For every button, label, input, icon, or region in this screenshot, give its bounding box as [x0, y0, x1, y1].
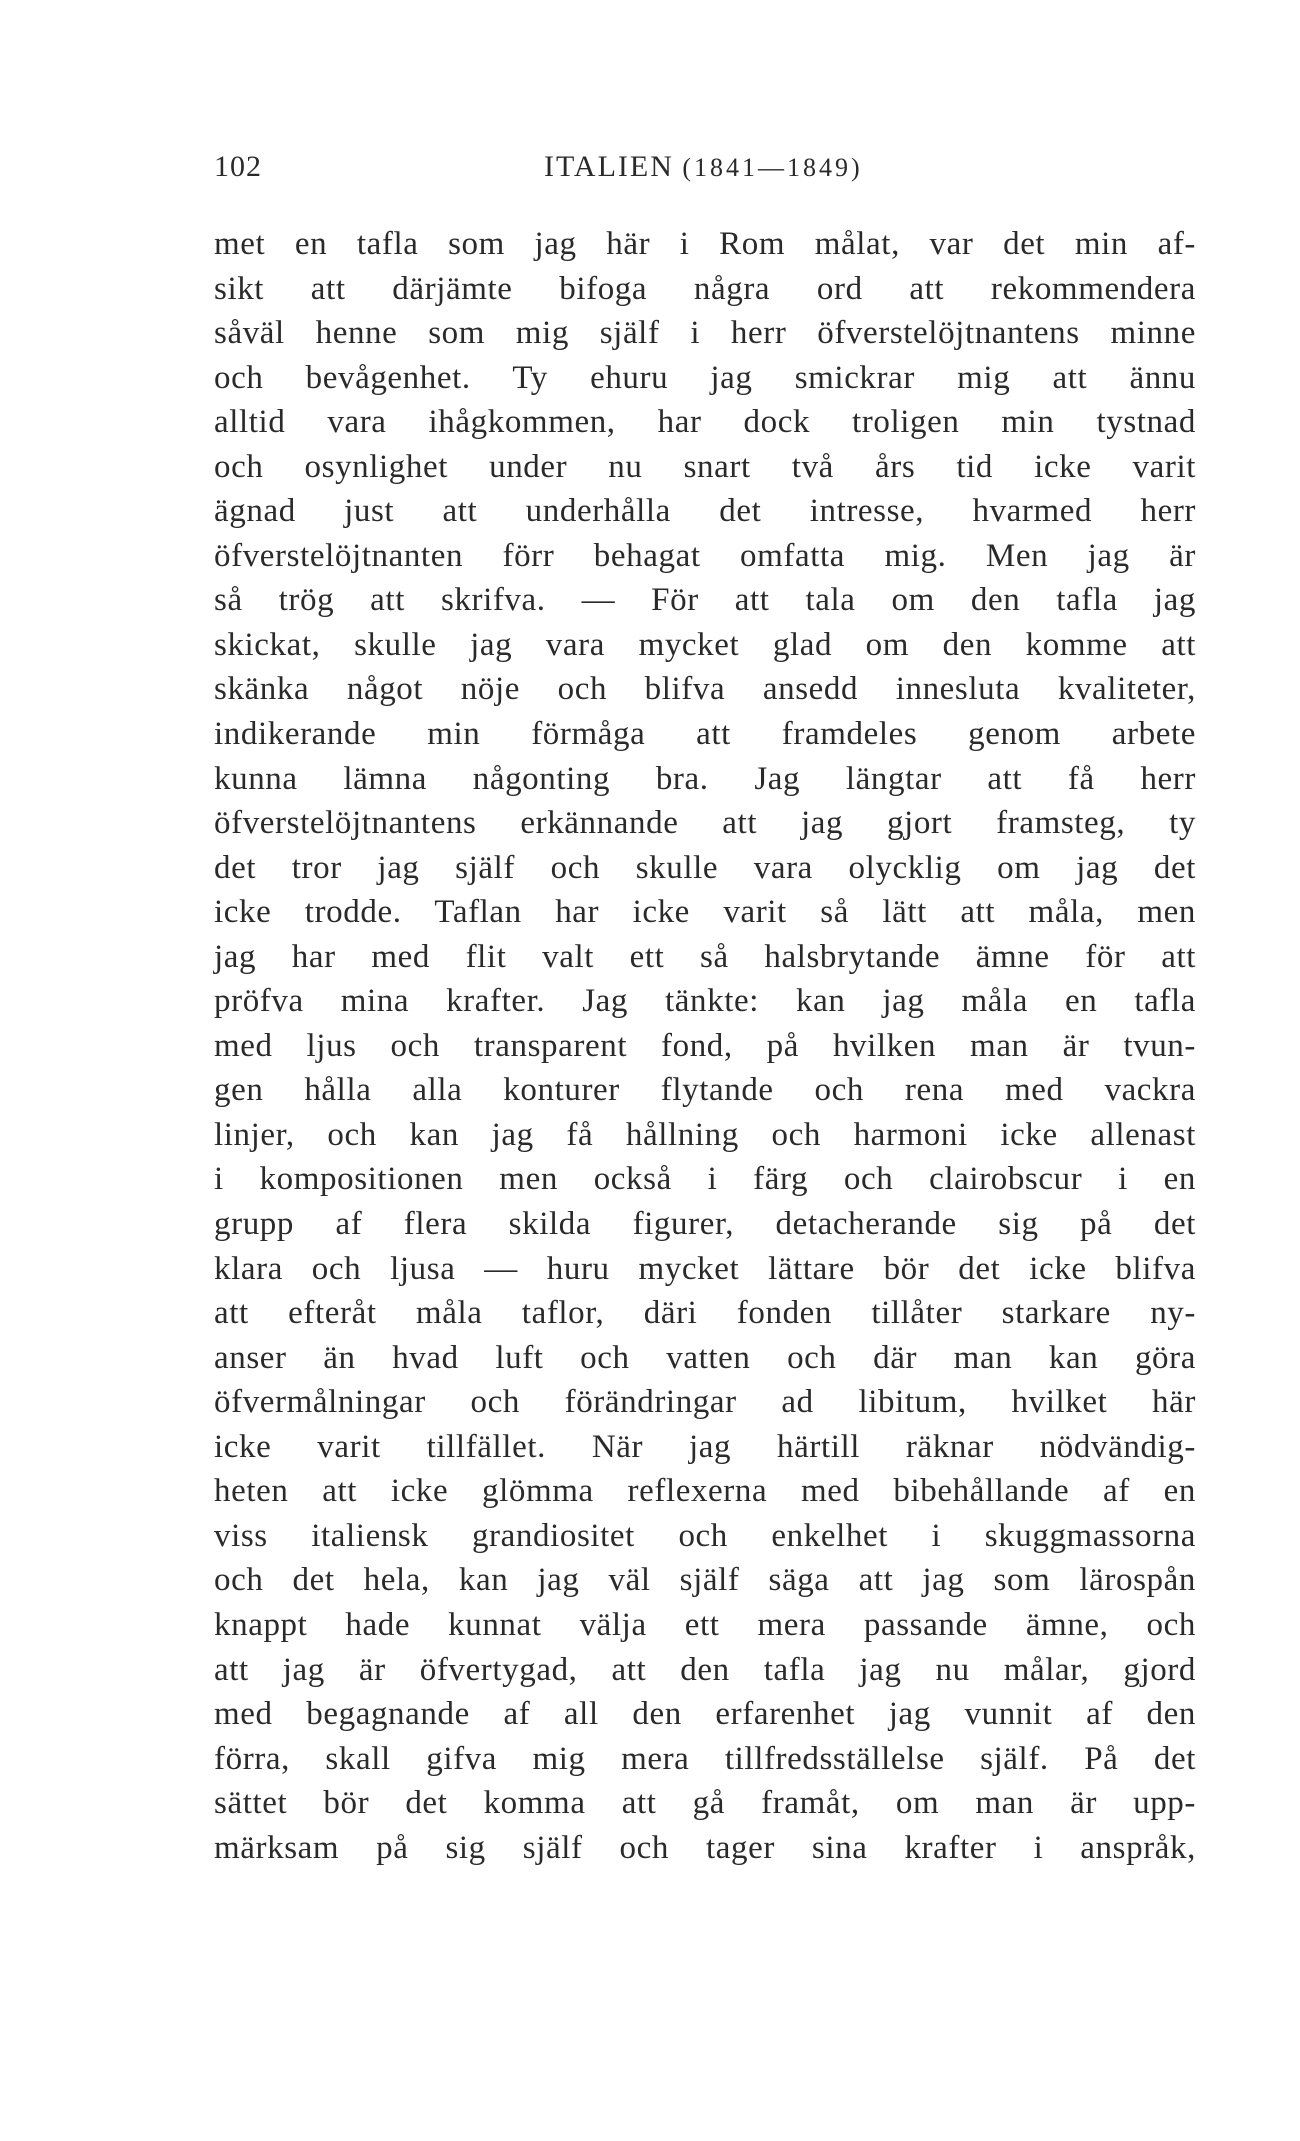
- text-line: icke trodde. Taflan har icke varit så lätt att måla, men: [214, 894, 1196, 931]
- text-line: jag har med flit valt ett så halsbrytande ämne för att: [214, 938, 1196, 975]
- text-line: viss italiensk grandiositet och enkelhet i skuggmassorna: [214, 1517, 1196, 1554]
- text-line: så trög att skrifva. — För att tala om den tafla jag: [214, 582, 1196, 619]
- running-title-text: ITALIEN: [544, 150, 674, 183]
- page-header: [214, 150, 1194, 190]
- page-number: 102: [214, 150, 262, 183]
- running-title: [544, 150, 863, 184]
- text-line: skänka något nöje och blifva ansedd innesluta kvaliteter,: [214, 671, 1196, 708]
- text-line: klara och ljusa — huru mycket lättare bör det icke blifva: [214, 1250, 1196, 1287]
- text-line: förra, skall gifva mig mera tillfredsställelse själf. På det: [214, 1740, 1196, 1777]
- text-line: linjer, och kan jag få hållning och harmoni icke allenast: [214, 1116, 1196, 1153]
- text-line: och osynlighet under nu snart två års tid icke varit: [214, 448, 1196, 485]
- text-line: öfverstelöjtnantens erkännande att jag gjort framsteg, ty: [214, 805, 1196, 842]
- text-line: att jag är öfvertygad, att den tafla jag nu målar, gjord: [214, 1651, 1196, 1688]
- text-line: pröfva mina krafter. Jag tänkte: kan jag måla en tafla: [214, 983, 1196, 1020]
- text-line: sikt att därjämte bifoga några ord att rekommendera: [214, 270, 1196, 307]
- text-line: knappt hade kunnat välja ett mera passande ämne, och: [214, 1606, 1196, 1643]
- text-line: med begagnande af all den erfarenhet jag vunnit af den: [214, 1696, 1196, 1733]
- text-line: det tror jag själf och skulle vara olycklig om jag det: [214, 849, 1196, 886]
- text-line: kunna lämna någonting bra. Jag längtar att få herr: [214, 760, 1196, 797]
- text-line: alltid vara ihågkommen, har dock troligen min tystnad: [214, 404, 1196, 441]
- text-line: grupp af flera skilda figurer, detacherande sig på det: [214, 1206, 1196, 1243]
- text-line: met en tafla som jag här i Rom målat, var det min af-: [214, 226, 1196, 262]
- text-line: heten att icke glömma reflexerna med bibehållande af en: [214, 1473, 1196, 1510]
- text-line: och det hela, kan jag väl själf säga att jag som lärospån: [214, 1562, 1196, 1599]
- text-line: med ljus och transparent fond, på hvilken man är tvun-: [214, 1027, 1196, 1064]
- text-line: ägnad just att underhålla det intresse, hvarmed herr: [214, 493, 1196, 530]
- text-line: såväl henne som mig själf i herr öfverstelöjtnantens minne: [214, 315, 1196, 352]
- text-line: icke varit tillfället. När jag härtill räknar nödvändig-: [214, 1428, 1196, 1465]
- body-text: [214, 222, 1196, 1870]
- text-line: skickat, skulle jag vara mycket glad om den komme att: [214, 626, 1196, 663]
- text-line: anser än hvad luft och vatten och där man kan göra: [214, 1339, 1196, 1376]
- text-line: i kompositionen men också i färg och clairobscur i en: [214, 1161, 1196, 1198]
- text-line: indikerande min förmåga att framdeles genom arbete: [214, 716, 1196, 753]
- text-line: märksam på sig själf och tager sina krafter i anspråk,: [214, 1829, 1196, 1866]
- text-line: sättet bör det komma att gå framåt, om man är upp-: [214, 1785, 1196, 1822]
- text-line: att efteråt måla taflor, däri fonden tillåter starkare ny-: [214, 1295, 1196, 1332]
- text-line: och bevågenhet. Ty ehuru jag smickrar mig att ännu: [214, 359, 1196, 396]
- text-line: öfvermålningar och förändringar ad libitum, hvilket här: [214, 1384, 1196, 1421]
- text-line: öfverstelöjtnanten förr behagat omfatta mig. Men jag är: [214, 537, 1196, 574]
- running-title-years: (1841—1849): [682, 153, 863, 182]
- text-line: gen hålla alla konturer flytande och rena med vackra: [214, 1072, 1196, 1109]
